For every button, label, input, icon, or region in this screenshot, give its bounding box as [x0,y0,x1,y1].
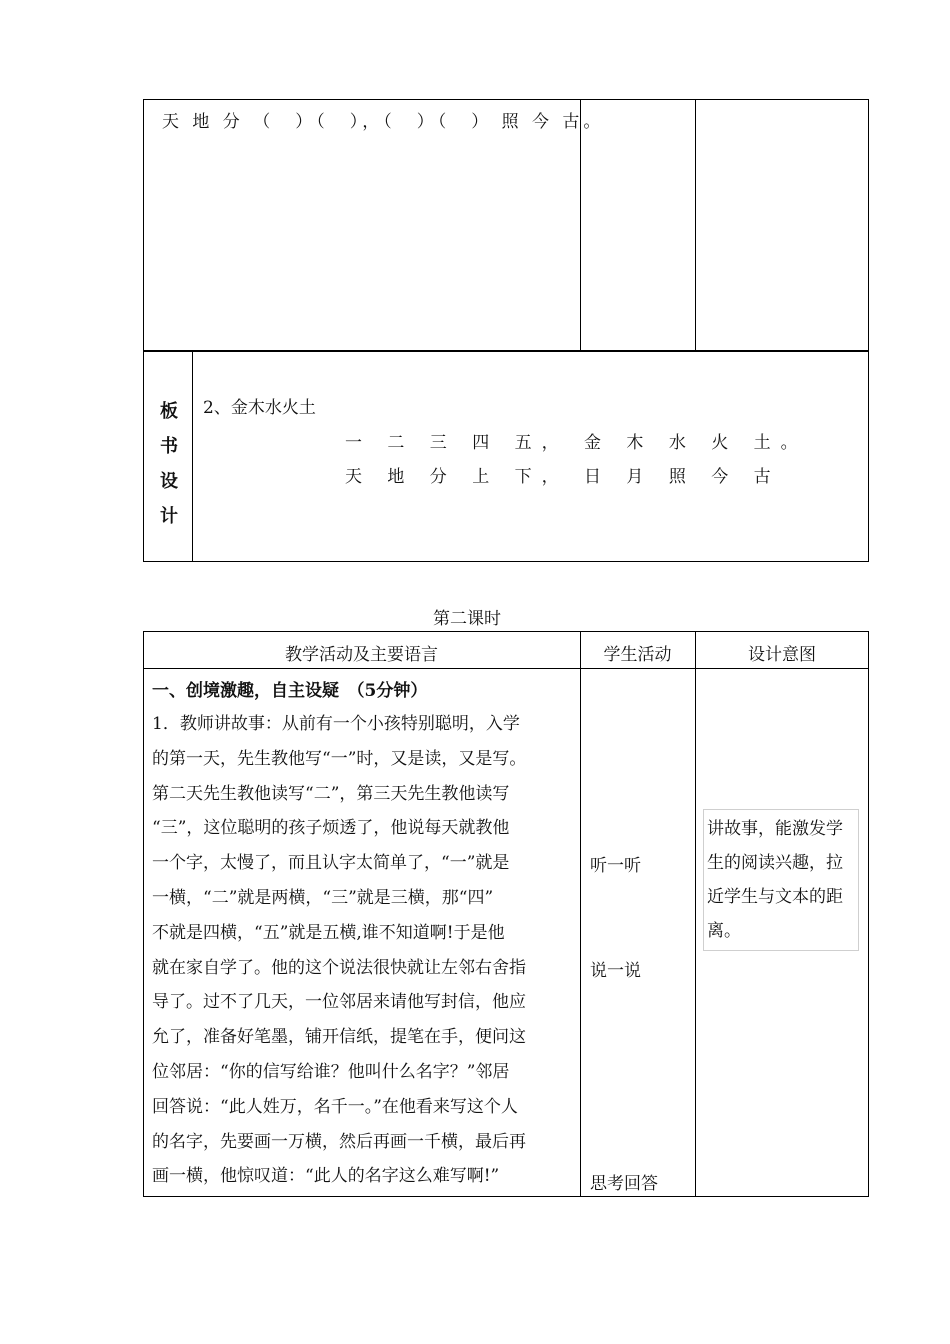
design-intent-line: 讲故事，能激发学 [707,819,843,839]
board-design-table [143,351,869,562]
story-line: 一个字，太慢了，而且认字太简单了，“一”就是 [152,853,510,874]
design-intent-line: 近学生与文本的距 [707,887,843,907]
story-line: “三”，这位聪明的孩子烦透了，他说每天就教他 [152,818,510,839]
story-line: 第二天先生教他读写“二”，第三天先生教他读写 [152,783,510,804]
story-paragraph [152,707,584,1194]
student-activity-speak: 说一说 [590,961,641,981]
student-activity-answer: 思考回答 [590,1174,658,1194]
story-line: 允了，准备好笔墨，铺开信纸，提笔在手，便问这 [152,1027,526,1048]
story-line: 就在家自学了。他的这个说法很快就让左邻右舍指 [152,957,526,978]
top-table-divider-1 [580,99,581,351]
story-line: 1．教师讲故事：从前有一个小孩特别聪明，入学 [152,714,520,734]
board-label-char: 书 [160,436,178,457]
story-line: 的名字，先要画一万横，然后再画一千横，最后再 [152,1131,526,1152]
header-divider [143,668,869,669]
story-line: 画一横，他惊叹道：“此人的名字这么难写啊!” [152,1166,500,1187]
column-divider-2 [695,631,696,1197]
student-activity-listen: 听一听 [590,856,641,876]
top-table [143,99,869,351]
board-line-1: 一 二 三 四 五， 金 木 水 火 土。 [345,433,808,453]
header-design-intent: 设计意图 [748,645,816,665]
header-student-activity: 学生活动 [603,645,672,665]
board-label-char: 板 [160,401,178,422]
header-teaching-activity: 教学活动及主要语言 [285,645,438,665]
top-table-divider-2 [695,99,696,351]
board-title: 2、金木水火土 [203,398,316,418]
fill-blank-text: 天 地 分 （ ）（ ），（ ）（ ） 照 今 古。 [162,112,605,132]
story-line: 不就是四横，“五”就是五横,谁不知道啊!于是他 [152,922,505,943]
board-label-char: 设 [160,471,178,492]
lesson-caption: 第二课时 [433,609,501,629]
design-intent-line: 离。 [707,921,741,941]
board-label-divider [192,351,193,562]
story-line: 位邻居：“你的信写给谁？他叫什么名字？”邻居 [152,1061,510,1082]
story-line: 一横，“二”就是两横，“三”就是三横，那“四” [152,887,494,908]
board-line-2: 天 地 分 上 下， 日 月 照 今 古 [345,467,781,487]
board-label-char: 计 [160,506,178,527]
design-intent-note [703,809,859,951]
story-line: 的第一天，先生教他写“一”时，又是读，又是写。 [152,748,527,769]
story-line: 回答说：“此人姓万，名千一。”在他看来写这个人 [152,1096,518,1117]
design-intent-line: 生的阅读兴趣，拉 [707,853,843,873]
story-line: 导了。过不了几天，一位邻居来请他写封信，他应 [152,992,526,1013]
section-heading: 一、创境激趣，自主设疑 （5分钟） [152,681,428,701]
